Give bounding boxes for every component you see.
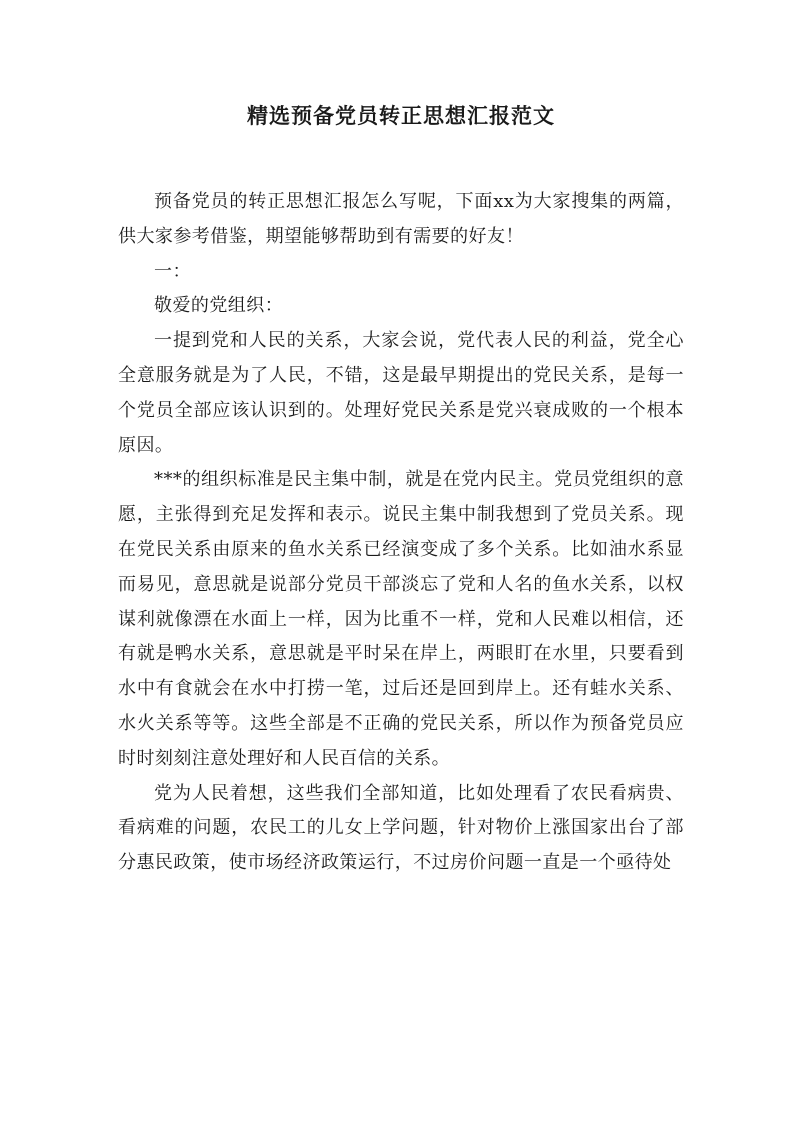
salutation: 敬爱的党组织： xyxy=(154,295,284,317)
paragraph-intro: 预备党员的转正思想汇报怎么写呢，下面xx为大家搜集的两篇，供大家参考借鉴，期望能够帮助到有需要的好友！ xyxy=(118,191,684,247)
paragraph-party-people-relation: 一提到党和人民的关系，大家会说，党代表人民的利益，党全心全意服务就是为了人民，不错，这是最早期提出的党民关系，是每一个党员全部应该认识到的。处理好党民关系是党兴衰成败的一个根本原因。 xyxy=(118,330,684,456)
document-body xyxy=(118,185,684,881)
document-title: 精选预备党员转正思想汇报范文 xyxy=(247,103,555,128)
paragraph-democratic-centralism: ***的组织标准是民主集中制，就是在党内民主。党员党组织的意愿，主张得到充足发挥和表示。说民主集中制我想到了党员关系。现在党民关系由原来的鱼水关系已经演变成了多个关系。比如油水系显而易见，意思就是说部分党员干部淡忘了党和人名的鱼水关系，以权谋利就像漂在水面上一样，因为比重不一样，党和人民难以相信，还有就是鸭水关系，意思就是平时呆在岸上，两眼盯在水里，只要看到水中有食就会在水中打捞一笔，过后还是回到岸上。还有蛙水关系、水火关系等等。这些全部是不正确的党民关系，所以作为预备党员应时时刻刻注意处理好和人民百信的关系。 xyxy=(118,469,684,769)
paragraph-serving-people: 党为人民着想，这些我们全部知道，比如处理看了农民看病贵、看病难的问题，农民工的儿女上学问题，针对物价上涨国家出台了部分惠民政策，使市场经济政策运行，不过房价问题一直是一个亟待处 xyxy=(118,782,684,874)
section-heading-one: 一： xyxy=(154,260,191,282)
